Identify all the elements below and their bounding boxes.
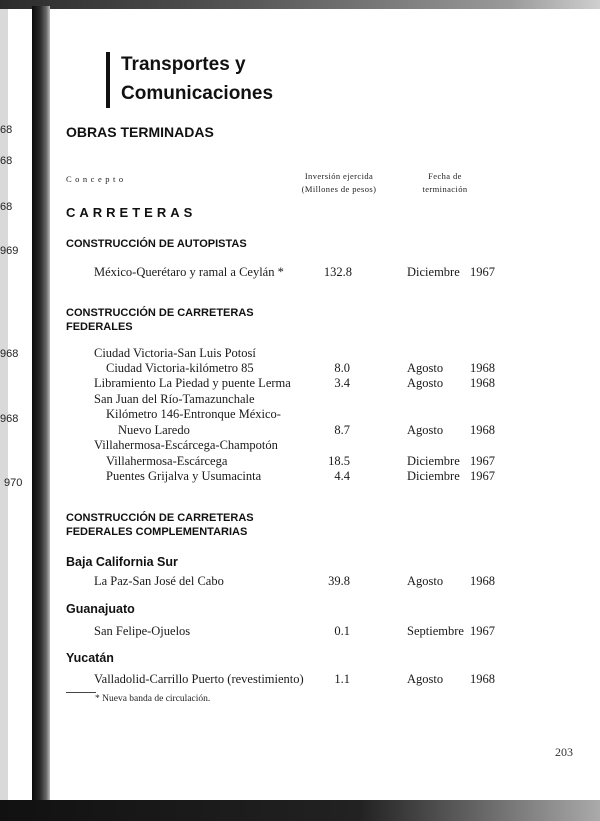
row-year: 1968: [470, 361, 495, 375]
row-month: Agosto: [407, 574, 444, 588]
title-bar: [106, 52, 110, 108]
group-heading: CONSTRUCCIÓN DE AUTOPISTAS: [66, 238, 247, 250]
section-heading: OBRAS TERMINADAS: [66, 124, 214, 140]
row-year: 1968: [470, 423, 495, 437]
margin-number: 970: [4, 477, 23, 489]
page-title-line-2: Comunicaciones: [121, 83, 274, 104]
margin-number: 968: [0, 413, 19, 425]
margin-number: 68: [0, 201, 13, 213]
row-amount: 3.4: [334, 376, 350, 390]
page-number: 203: [555, 745, 573, 759]
row-month: Diciembre: [407, 469, 460, 483]
row-concept: Kilómetro 146-Entronque México-: [106, 407, 281, 421]
column-header-investment-line-1: Inversión ejercida: [304, 171, 374, 181]
margin-number: 969: [0, 245, 19, 257]
row-month: Diciembre: [407, 265, 460, 279]
bottom-scan-strip: [0, 800, 600, 821]
row-amount: 39.8: [328, 574, 350, 588]
row-month: Agosto: [407, 672, 444, 686]
row-amount: 132.8: [323, 265, 352, 279]
row-year: 1967: [470, 265, 495, 279]
state-heading: Baja California Sur: [66, 555, 178, 569]
row-amount: 4.4: [334, 469, 350, 483]
row-year: 1967: [470, 454, 495, 468]
footnote: * Nueva banda de circulación.: [95, 694, 211, 704]
column-header-date-line-1: Fecha de: [428, 171, 462, 181]
group-heading-line-2: FEDERALES: [66, 321, 133, 333]
top-scan-strip: [0, 0, 600, 9]
row-amount: 0.1: [334, 624, 350, 638]
margin-number: 68: [0, 124, 13, 136]
footnote-rule: [66, 692, 96, 693]
row-year: 1968: [470, 574, 495, 588]
row-month: Agosto: [407, 361, 444, 375]
row-concept: Nuevo Laredo: [118, 423, 190, 437]
row-concept: México-Querétaro y ramal a Ceylán *: [94, 265, 284, 279]
row-amount: 1.1: [334, 672, 350, 686]
row-year: 1968: [470, 672, 495, 686]
margin-number: 968: [0, 348, 19, 360]
column-header-date-line-2: terminación: [422, 184, 468, 194]
column-header-investment: [284, 170, 394, 196]
state-heading: Guanajuato: [66, 602, 135, 616]
row-month: Septiembre: [407, 624, 464, 638]
column-header-concept: Concepto: [66, 174, 127, 184]
row-concept: Puentes Grijalva y Usumacinta: [106, 469, 262, 483]
book-spine-shadow: [32, 6, 50, 806]
page-title-line-1: Transportes y: [121, 54, 246, 75]
state-heading: Yucatán: [66, 651, 114, 665]
row-concept: San Juan del Río-Tamazunchale: [94, 392, 255, 406]
row-concept: Ciudad Victoria-kilómetro 85: [106, 361, 254, 375]
row-amount: 18.5: [328, 454, 350, 468]
row-concept: Valladolid-Carrillo Puerto (revestimiento): [94, 672, 304, 686]
category-heading: CARRETERAS: [66, 205, 197, 220]
row-concept: San Felipe-Ojuelos: [94, 624, 191, 638]
row-concept: Ciudad Victoria-San Luis Potosí: [94, 346, 256, 360]
row-year: 1968: [470, 376, 495, 390]
row-amount: 8.0: [334, 361, 350, 375]
row-concept: Villahermosa-Escárcega-Champotón: [94, 438, 278, 452]
margin-number: 68: [0, 155, 13, 167]
group-heading: CONSTRUCCIÓN DE CARRETERAS: [66, 307, 254, 319]
row-year: 1967: [470, 469, 495, 483]
column-header-investment-line-2: (Millones de pesos): [301, 184, 377, 194]
row-month: Agosto: [407, 376, 444, 390]
group-heading-line-2: FEDERALES COMPLEMENTARIAS: [66, 526, 248, 538]
row-month: Agosto: [407, 423, 444, 437]
row-amount: 8.7: [334, 423, 350, 437]
row-month: Diciembre: [407, 454, 460, 468]
row-concept: Libramiento La Piedad y puente Lerma: [94, 376, 291, 390]
row-concept: Villahermosa-Escárcega: [106, 454, 228, 468]
column-header-date: [400, 170, 490, 196]
row-year: 1967: [470, 624, 495, 638]
group-heading: CONSTRUCCIÓN DE CARRETERAS: [66, 512, 254, 524]
row-concept: La Paz-San José del Cabo: [94, 574, 224, 588]
